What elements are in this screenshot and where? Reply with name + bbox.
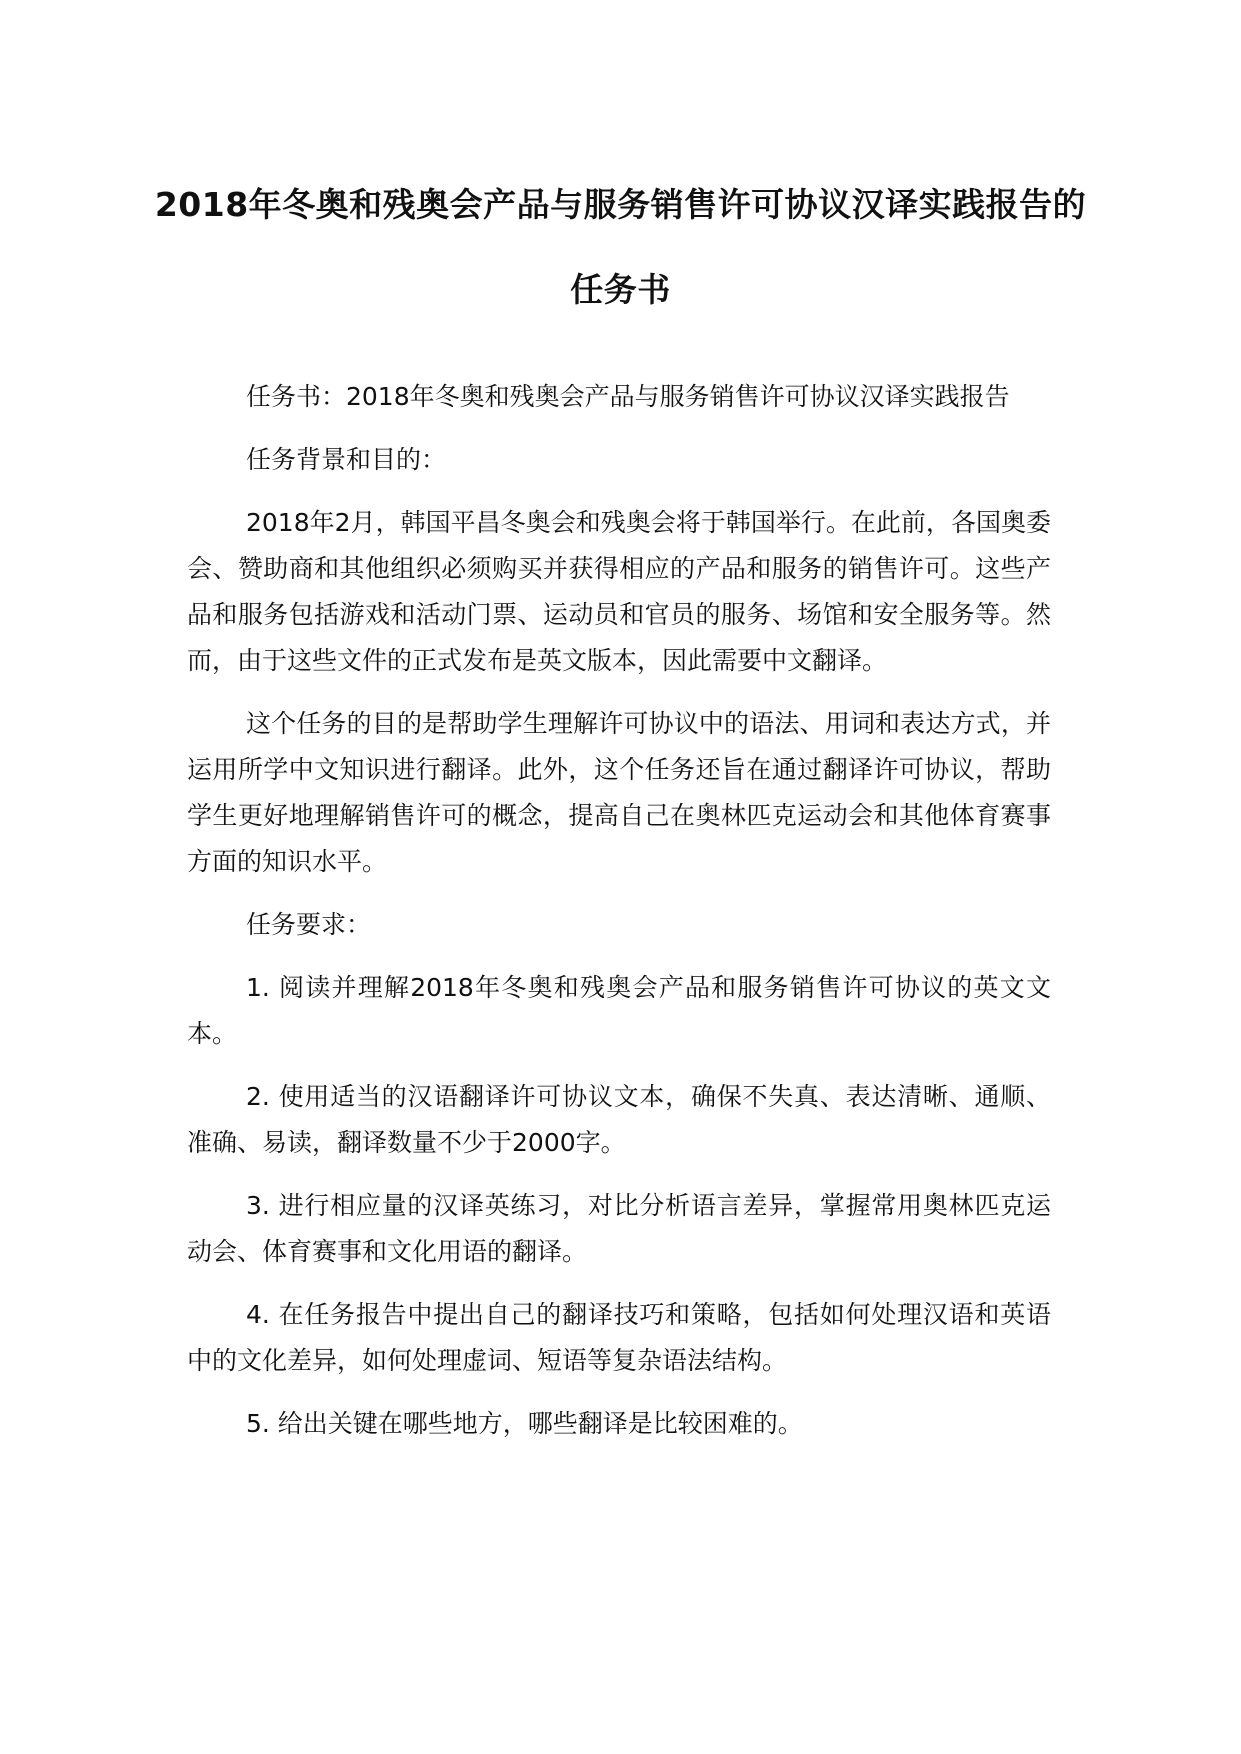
requirement-item-1: 1. 阅读并理解2018年冬奥和残奥会产品和服务销售许可协议的英文文本。 bbox=[187, 973, 1051, 1048]
paragraph-background: 2018年2月，韩国平昌冬奥会和残奥会将于韩国举行。在此前，各国奥委会、赞助商和其他组织必须购买并获得相应的产品和服务的销售许可。这些产品和服务包括游戏和活动门票、运动员和官员的服务、场馆和安全服务等。然而，由于这些文件的正式发布是英文版本，因此需要中文翻译。 bbox=[187, 508, 1051, 675]
requirement-item-4: 4. 在任务报告中提出自己的翻译技巧和策略，包括如何处理汉语和英语中的文化差异，如何处理虚词、短语等复杂语法结构。 bbox=[187, 1300, 1051, 1375]
requirement-item-5: 5. 给出关键在哪些地方，哪些翻译是比较困难的。 bbox=[246, 1409, 803, 1438]
paragraph-task-title: 任务书：2018年冬奥和残奥会产品与服务销售许可协议汉译实践报告 bbox=[246, 382, 1010, 411]
paragraph-purpose: 这个任务的目的是帮助学生理解许可协议中的语法、用词和表达方式，并运用所学中文知识进行翻译。此外，这个任务还旨在通过翻译许可协议，帮助学生更好地理解销售许可的概念，提高自己在奥林匹克运动会和其他体育赛事方面的知识水平。 bbox=[187, 709, 1051, 876]
paragraph-background-heading: 任务背景和目的： bbox=[246, 445, 447, 474]
requirement-item-3: 3. 进行相应量的汉译英练习，对比分析语言差异，掌握常用奥林匹克运动会、体育赛事和文化用语的翻译。 bbox=[187, 1191, 1051, 1266]
document-body bbox=[187, 374, 1051, 1464]
paragraph-requirements-heading: 任务要求： bbox=[246, 910, 372, 939]
requirement-item-2: 2. 使用适当的汉语翻译许可协议文本，确保不失真、表达清晰、通顺、准确、易读，翻译数量不少于2000字。 bbox=[187, 1082, 1051, 1157]
document-title: 2018年冬奥和残奥会产品与服务销售许可协议汉译实践报告的任务书 bbox=[154, 185, 1087, 309]
